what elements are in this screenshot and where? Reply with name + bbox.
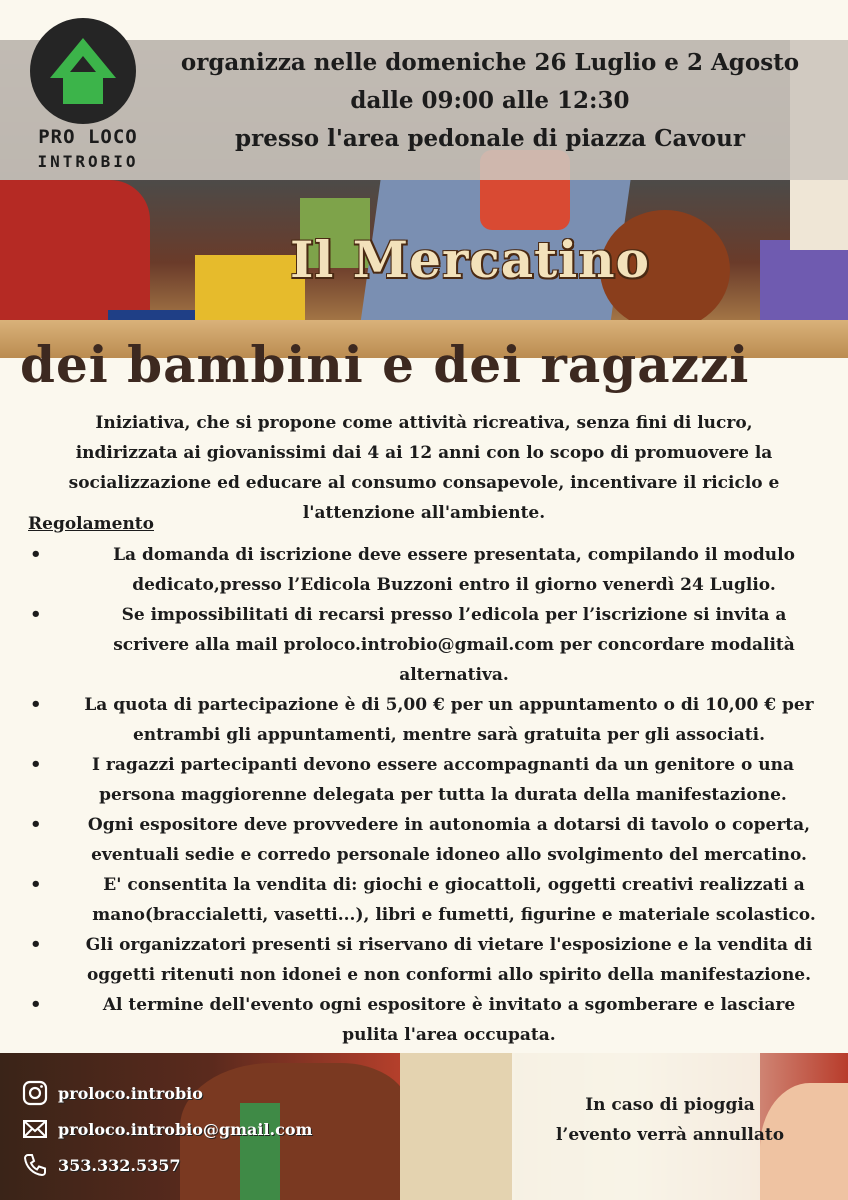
rain-notice-line2: l’evento verrà annullato bbox=[555, 1125, 785, 1145]
bullet-icon: • bbox=[30, 814, 42, 835]
list-item bbox=[24, 600, 834, 690]
pro-loco-logo bbox=[18, 18, 158, 178]
rule-text: Gli organizzatori presenti si riservano di vietare l'esposizione e la vendita di oggetti ritenuti non idonei e non conformi allo spirito della manifestazione. bbox=[85, 935, 813, 985]
event-dates: organizza nelle domeniche 26 Luglio e 2 Agosto bbox=[180, 49, 800, 76]
phone-icon bbox=[22, 1152, 48, 1178]
rule-text: E' consentita la vendita di: giochi e giocattoli, oggetti creativi realizzati a mano(braccialetti, vasetti...), libri e fumetti, figurine e materiale scolastico. bbox=[92, 875, 816, 925]
email-contact[interactable] bbox=[22, 1111, 342, 1147]
event-location: presso l'area pedonale di piazza Cavour bbox=[235, 125, 745, 152]
bullet-icon: • bbox=[30, 754, 42, 775]
instagram-handle: proloco.introbio bbox=[58, 1083, 203, 1103]
rule-text: Al termine dell'evento ogni espositore è invitato a sgomberare e lasciare pulita l'area occupata. bbox=[102, 995, 796, 1045]
list-item bbox=[24, 930, 834, 990]
house-icon bbox=[46, 34, 120, 108]
rule-text: I ragazzi partecipanti devono essere accompagnanti da un genitore o una persona maggiorenne delegata per tutta la durata della manifestazione. bbox=[92, 755, 794, 805]
rain-notice bbox=[512, 1090, 828, 1150]
event-subtitle: dei bambini e dei ragazzi bbox=[20, 335, 750, 394]
event-hours: dalle 09:00 alle 12:30 bbox=[350, 87, 630, 114]
phone-number: 353.332.5357 bbox=[58, 1155, 181, 1175]
list-item bbox=[24, 810, 834, 870]
instagram-icon bbox=[22, 1080, 48, 1106]
instagram-contact[interactable] bbox=[22, 1075, 342, 1111]
regolamento-heading: Regolamento bbox=[28, 514, 154, 534]
intro-paragraph: Iniziativa, che si propone come attività ricreativa, senza fini di lucro, indirizzata ai giovanissimi dai 4 ai 12 anni con lo scopo di promuovere la socializzazione ed educare al consumo consapevole, incentivare il riciclo e l'attenzione all'ambiente. bbox=[68, 413, 780, 523]
bullet-icon: • bbox=[30, 994, 42, 1015]
email-icon bbox=[22, 1116, 48, 1142]
bullet-icon: • bbox=[30, 604, 42, 625]
bullet-icon: • bbox=[30, 694, 42, 715]
logo-text-pro-loco: PRO LOCO bbox=[38, 126, 138, 148]
phone-contact[interactable] bbox=[22, 1147, 342, 1183]
bullet-icon: • bbox=[30, 934, 42, 955]
bullet-icon: • bbox=[30, 874, 42, 895]
bullet-icon: • bbox=[30, 544, 42, 565]
list-item bbox=[24, 870, 834, 930]
rules-list bbox=[24, 540, 834, 1050]
email-address: proloco.introbio@gmail.com bbox=[58, 1119, 313, 1139]
rain-notice-line1: In caso di pioggia bbox=[585, 1095, 755, 1115]
toy-box bbox=[400, 1053, 515, 1200]
rule-text: La quota di partecipazione è di 5,00 € per un appuntamento o di 10,00 € per entrambi gli appuntamenti, mentre sarà gratuita per gli associati. bbox=[84, 695, 814, 745]
list-item bbox=[24, 750, 834, 810]
contacts bbox=[22, 1075, 342, 1183]
event-info bbox=[150, 44, 830, 158]
rule-text: La domanda di iscrizione deve essere presentata, compilando il modulo dedicato,presso l’Edicola Buzzoni entro il giorno venerdì 24 Luglio. bbox=[113, 545, 795, 595]
list-item bbox=[24, 540, 834, 600]
list-item bbox=[24, 690, 834, 750]
rule-text: Ogni espositore deve provvedere in autonomia a dotarsi di tavolo o coperta, eventuali sedie e corredo personale idoneo allo svolgimento del mercatino. bbox=[87, 815, 811, 865]
rule-text: Se impossibilitati di recarsi presso l’edicola per l’iscrizione si invita a scrivere alla mail proloco.introbio@gmail.com per concordare modalità alternativa. bbox=[113, 605, 795, 685]
logo-text-introbio: INTROBIO bbox=[37, 152, 139, 171]
list-item bbox=[24, 990, 834, 1050]
event-title: Il Mercatino bbox=[290, 230, 650, 289]
